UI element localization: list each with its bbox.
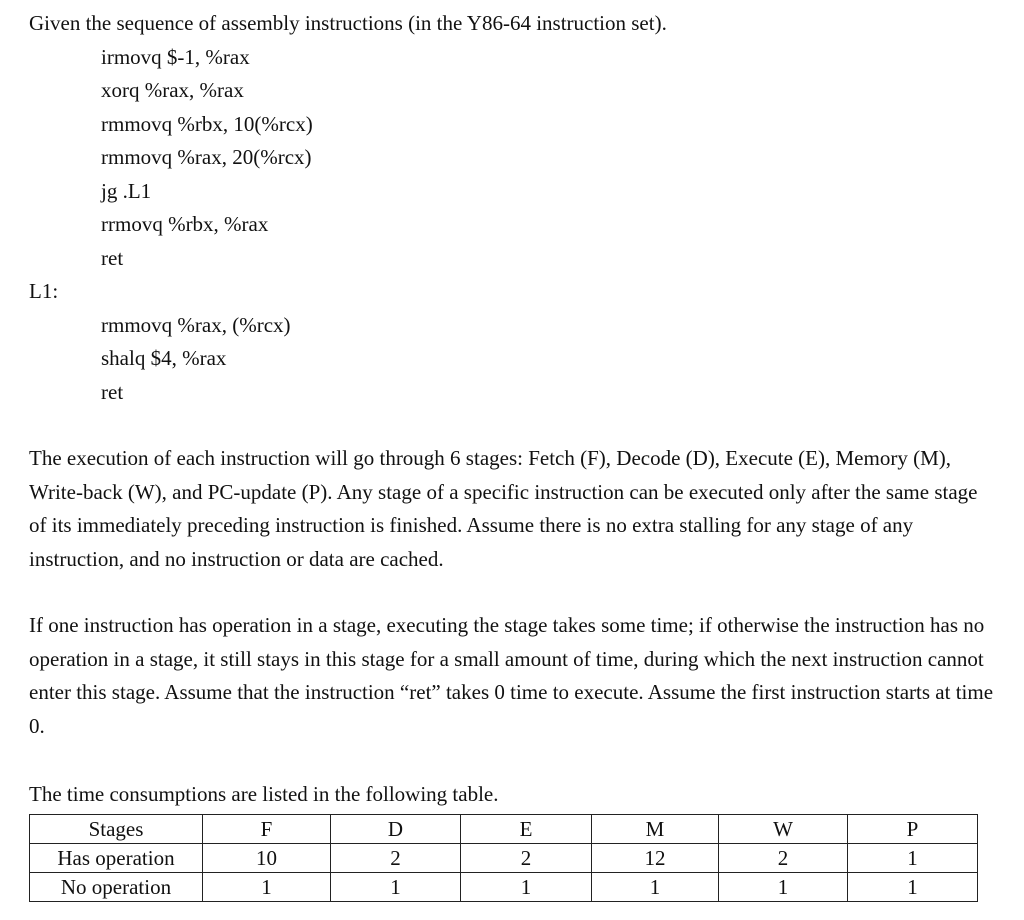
table-header-cell: M — [592, 815, 719, 844]
table-cell: 2 — [719, 844, 848, 873]
code-line: rmmovq %rax, (%rcx) — [101, 313, 291, 337]
table-caption: The time consumptions are listed in the following table. — [29, 782, 499, 806]
table-row — [30, 873, 978, 902]
table-cell: 1 — [461, 873, 592, 902]
code-line: rrmovq %rbx, %rax — [101, 212, 269, 236]
table-cell: 1 — [719, 873, 848, 902]
table-header-cell: D — [331, 815, 461, 844]
table-cell: 12 — [592, 844, 719, 873]
table-header-row — [30, 815, 978, 844]
table-cell: 1 — [331, 873, 461, 902]
table-row — [30, 844, 978, 873]
code-line: jg .L1 — [101, 179, 152, 203]
code-line: rmmovq %rbx, 10(%rcx) — [101, 112, 313, 136]
table-header-cell: F — [203, 815, 331, 844]
table-cell: 1 — [203, 873, 331, 902]
intro-text: Given the sequence of assembly instructions (in the Y86-64 instruction set). — [29, 11, 667, 35]
time-consumption-table — [29, 814, 978, 902]
table-cell: Has operation — [30, 844, 203, 873]
code-line: irmovq $-1, %rax — [101, 45, 250, 69]
code-line: rmmovq %rax, 20(%rcx) — [101, 145, 312, 169]
code-line: ret — [101, 246, 124, 270]
table-header-cell: P — [848, 815, 978, 844]
table-cell: 1 — [848, 844, 978, 873]
table-cell: 2 — [461, 844, 592, 873]
table-header-cell: E — [461, 815, 592, 844]
table-cell: 1 — [848, 873, 978, 902]
code-line: shalq $4, %rax — [101, 346, 227, 370]
table-cell: No operation — [30, 873, 203, 902]
paragraph-stages: The execution of each instruction will go through 6 stages: Fetch (F), Decode (D), Execute (E), Memory (M), Write-back (W), and PC-update (P). Any stage of a specific instruction can be executed only after the same stage of its immediately preceding instruction is finished. Assume there is no extra stalling for any stage of any instruction, and no instruction or data are cached. — [29, 446, 978, 571]
paragraph-operation: If one instruction has operation in a stage, executing the stage takes some time; if otherwise the instruction has no operation in a stage, it still stays in this stage for a small amount of time, during which the next instruction cannot enter this stage. Assume that the instruction “ret” takes 0 time to execute. Assume the first instruction starts at time 0. — [29, 613, 994, 738]
table-cell: 10 — [203, 844, 331, 873]
table-header-cell: Stages — [30, 815, 203, 844]
label-l1: L1: — [29, 279, 59, 303]
code-line: ret — [101, 380, 124, 404]
table-cell: 1 — [592, 873, 719, 902]
table-cell: 2 — [331, 844, 461, 873]
table-header-cell: W — [719, 815, 848, 844]
code-line: xorq %rax, %rax — [101, 78, 244, 102]
